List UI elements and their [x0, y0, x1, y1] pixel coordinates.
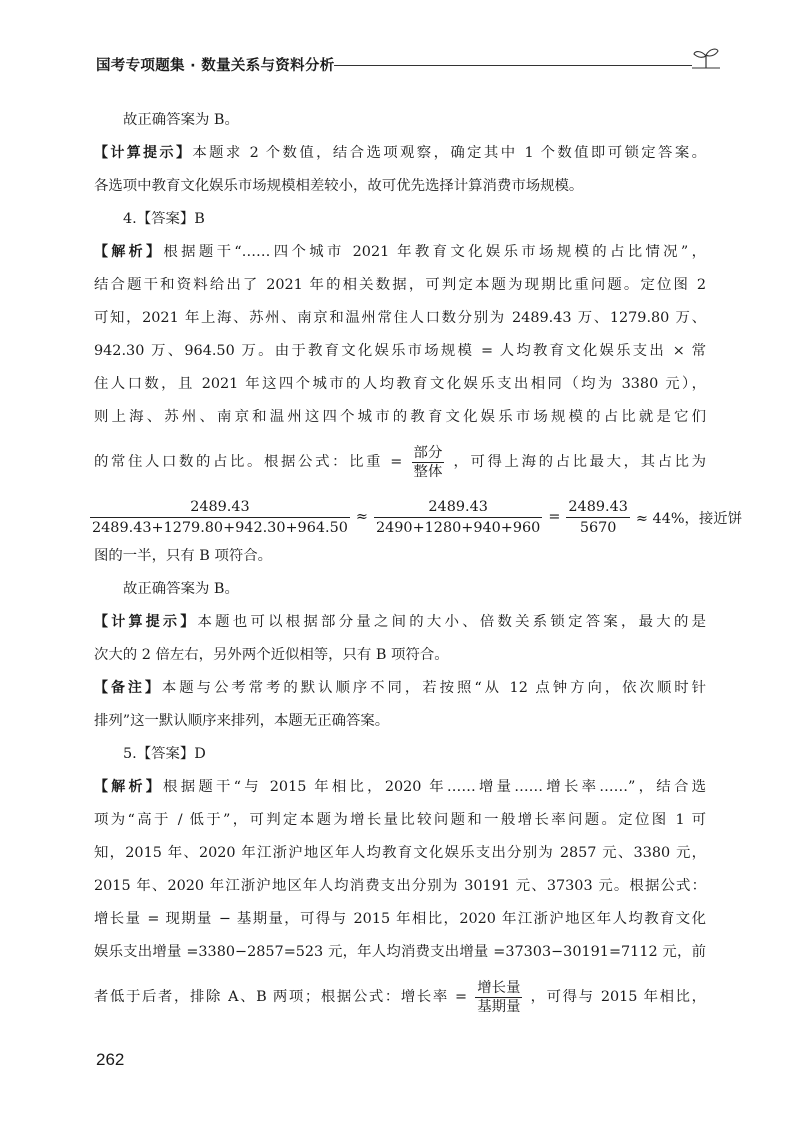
text-line: 【计算提示】本题求 2 个数值，结合选项观察，确定其中 1 个数值即可锁定答案。 [94, 145, 706, 161]
text-line: 【计算提示】本题也可以根据部分量之间的大小、倍数关系锁定答案，最大的是 [94, 614, 706, 630]
growth-rate-fraction: $\frac{\text{增长量}}{\text{基期量}}$ [477, 979, 521, 1015]
text-line: 【解析】根据题干“……四个城市 2021 年教育文化娱乐市场规模的占比情况”， [94, 244, 706, 260]
text-line: 【备注】本题与公考常考的默认顺序不同，若按照“从 12 点钟方向，依次顺时针 [94, 680, 706, 696]
answer-line: 5.【答案】D [123, 746, 206, 762]
formula-fraction-1: $\frac{2489.43}{2489.43+1279.80+942.30+964.50}$ [92, 498, 348, 536]
calc-tip-label: 【计算提示】 [94, 614, 198, 630]
share-formula: $\frac{2489.43}{2489.43+1279.80+942.30+964.50}$ ≈ $\frac{2489.43}{2490+1280+940+960}$ = $\frac{2489.43}{5670}$ ≈ 44%，接近饼 [92, 498, 743, 536]
text-line: 故正确答案为 B。 [123, 581, 239, 597]
text-line: 排列”这一默认顺序来排列，本题无正确答案。 [94, 713, 390, 729]
analysis-label: 【解析】 [94, 244, 164, 260]
text-line-with-fraction: 者低于后者，排除 A、B 两项；根据公式：增长率 = $\frac{\text{增长量}}{\text{基期量}}$ ，可得与 2015 年相比， [94, 979, 707, 1015]
text-line: 可知，2021 年上海、苏州、南京和温州常住人口数分别为 2489.43 万、1279.80 万、 [94, 310, 706, 326]
running-header [96, 46, 720, 76]
text-line: 结合题干和资料给出了 2021 年的相关数据，可判定本题为现期比重问题。定位图 2 [94, 277, 706, 293]
sprout-icon [692, 46, 720, 70]
text-line: 2015 年、2020 年江浙沪地区年人均消费支出分别为 30191 元、37303 元。根据公式： [94, 878, 706, 894]
text-line: 娱乐支出增量 =3380−2857=523 元，年人均消费支出增量 =37303−30191=7112 元，前 [94, 944, 706, 960]
text-line: 【解析】根据题干“与 2015 年相比，2020 年……增量……增长率……”，结合选 [94, 779, 707, 795]
header-rule [334, 65, 692, 66]
text-line: 图的一半，只有 B 项符合。 [94, 548, 273, 564]
text-line-with-fraction: 的常住人口数的占比。根据公式：比重 = $\frac{\text{部分}}{\text{整体}}$ ，可得上海的占比最大，其占比为 [94, 444, 707, 480]
formula-fraction-2: $\frac{2489.43}{2490+1280+940+960}$ [375, 498, 541, 536]
text-line: 次大的 2 倍左右，另外两个近似相等，只有 B 项符合。 [94, 647, 449, 663]
text-line: 942.30 万、964.50 万。由于教育文化娱乐市场规模 = 人均教育文化娱乐支出 × 常 [94, 343, 706, 359]
text-line: 项为“高于 / 低于”，可判定本题为增长量比较问题和一般增长率问题。定位图 1 可 [94, 812, 706, 828]
header-title: 国考专项题集 · 数量关系与资料分析 [96, 58, 335, 74]
text-line: 则上海、苏州、南京和温州这四个城市的教育文化娱乐市场规模的占比就是它们 [94, 409, 706, 425]
answer-line: 4.【答案】B [123, 211, 205, 227]
calc-tip-label: 【计算提示】 [94, 145, 193, 161]
formula-fraction-3: $\frac{2489.43}{5670}$ [568, 498, 628, 536]
text-line: 住人口数，且 2021 年这四个城市的人均教育文化娱乐支出相同（均为 3380 元）， [94, 376, 706, 392]
page-number: 262 [96, 1050, 125, 1069]
text-line: 增长量 = 现期量 − 基期量，可得与 2015 年相比，2020 年江浙沪地区年人均教育文化 [94, 911, 706, 927]
ratio-fraction: $\frac{\text{部分}}{\text{整体}}$ [413, 444, 443, 480]
page-body [92, 110, 743, 1029]
analysis-label: 【解析】 [94, 779, 164, 795]
note-label: 【备注】 [94, 680, 162, 696]
text-line: 知，2015 年、2020 年江浙沪地区年人均教育文化娱乐支出分别为 2857 元、3380 元， [94, 845, 706, 861]
text-line: 各选项中教育文化娱乐市场规模相差较小，故可优先选择计算消费市场规模。 [94, 178, 584, 194]
text-line: 故正确答案为 B。 [123, 112, 239, 128]
